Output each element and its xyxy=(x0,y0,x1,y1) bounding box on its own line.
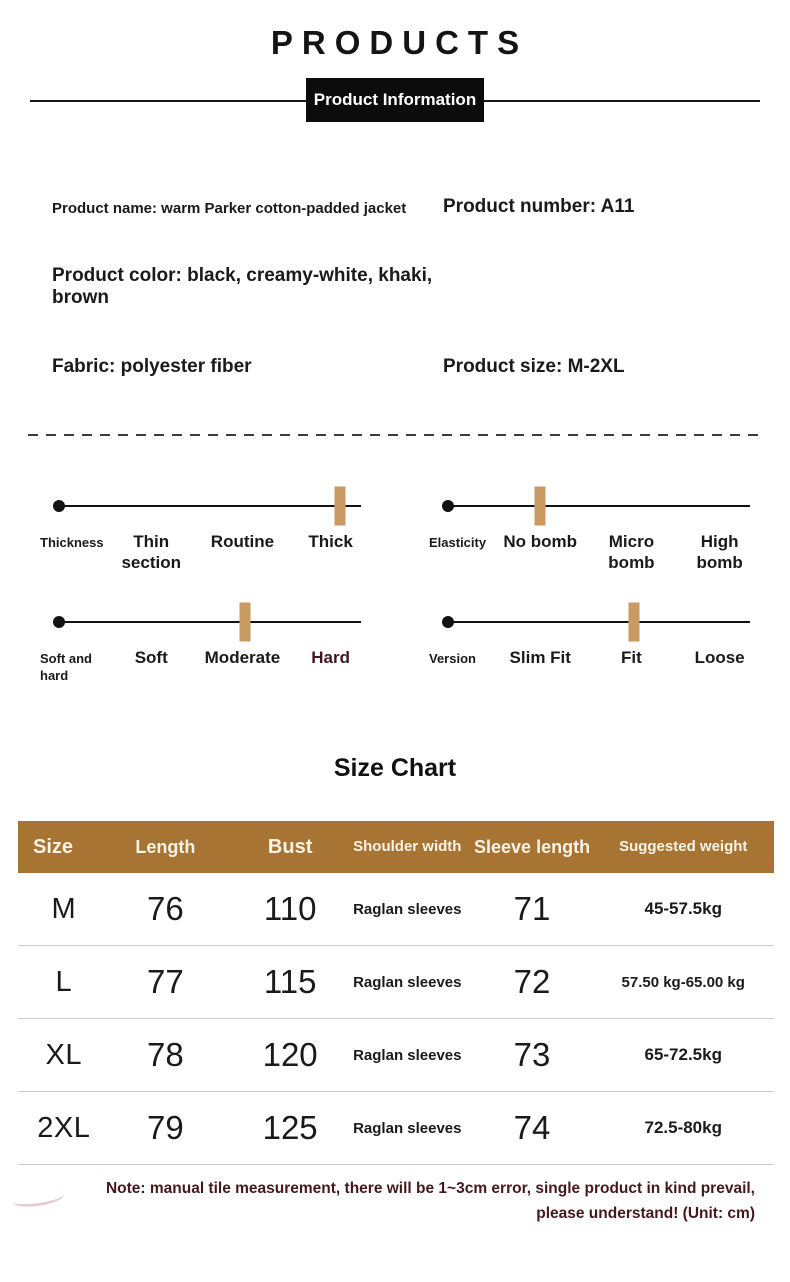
cell-suggested-weight: 72.5-80kg xyxy=(644,1118,722,1137)
level-marker xyxy=(629,603,640,642)
attribute-option: Fit xyxy=(621,648,642,667)
track-start-dot xyxy=(442,500,454,512)
product-info-row xyxy=(52,265,738,309)
level-marker xyxy=(240,603,251,642)
slider-track xyxy=(446,486,750,526)
section-badge-label: Product Information xyxy=(313,90,477,109)
cell-length: 79 xyxy=(147,1109,184,1146)
cell-sleeve-length: 73 xyxy=(513,1036,551,1073)
measurement-note xyxy=(45,1177,755,1227)
column-header-sleeve-length: Sleeve length xyxy=(474,836,591,857)
attribute-option: Thick xyxy=(308,532,353,551)
cell-size: M xyxy=(51,892,77,925)
attribute-option: Loose xyxy=(694,648,745,667)
size-chart-table xyxy=(18,821,774,1165)
attribute-option: Slim Fit xyxy=(509,648,571,667)
note-line: Note: manual tile measurement, there will be 1~3cm error, single product in kind prevail, xyxy=(105,1180,755,1197)
attribute-option: Routine xyxy=(210,532,275,551)
attribute-label: Elasticity xyxy=(429,535,487,550)
slider-thickness xyxy=(40,486,361,586)
cell-bust: 110 xyxy=(263,890,317,927)
attribute-label: Soft and hard xyxy=(40,651,92,683)
column-header-length: Length xyxy=(135,836,196,857)
attribute-option: Hard xyxy=(311,648,350,667)
cell-shoulder-width: Raglan sleeves xyxy=(353,973,462,991)
cell-length: 77 xyxy=(147,963,184,1000)
cell-size: 2XL xyxy=(37,1111,91,1144)
cell-length: 76 xyxy=(147,890,184,927)
level-marker xyxy=(535,487,546,526)
cell-length: 78 xyxy=(147,1036,184,1073)
column-header-bust: Bust xyxy=(267,835,313,858)
cell-suggested-weight: 45-57.5kg xyxy=(644,899,722,918)
attribute-option: No bomb xyxy=(503,532,578,551)
slider-version xyxy=(429,602,750,702)
cell-sleeve-length: 74 xyxy=(513,1109,551,1146)
attribute-option: High bomb xyxy=(696,532,743,573)
cell-bust: 120 xyxy=(262,1036,318,1073)
size-chart-header-row xyxy=(18,821,774,873)
attribute-option: Micro bomb xyxy=(608,532,655,573)
note-line: please understand! (Unit: cm) xyxy=(536,1204,755,1222)
page-header xyxy=(0,0,790,122)
size-chart-title: Size Chart xyxy=(333,754,457,782)
column-header-suggested-weight: Suggested weight xyxy=(619,838,748,856)
cell-bust: 125 xyxy=(262,1109,318,1146)
track-start-dot xyxy=(53,500,65,512)
slider-track xyxy=(57,602,361,642)
cell-size: L xyxy=(55,965,73,998)
cell-shoulder-width: Raglan sleeves xyxy=(353,900,462,918)
product-info-row xyxy=(52,196,738,218)
header-rule-row xyxy=(0,78,790,122)
slider-track xyxy=(57,486,361,526)
attribute-option: Thin section xyxy=(121,532,181,573)
column-header-shoulder-width: Shoulder width xyxy=(353,838,462,856)
track-start-dot xyxy=(442,616,454,628)
attribute-label: Version xyxy=(429,651,476,666)
dashed-divider xyxy=(28,434,762,436)
track-line xyxy=(57,621,361,623)
product-color: Product color: black, creamy-white, khaki, brown xyxy=(52,265,433,308)
product-fabric: Fabric: polyester fiber xyxy=(52,356,252,377)
product-name: Product name: warm Parker cotton-padded jacket xyxy=(52,200,407,217)
product-info-section xyxy=(0,196,790,378)
table-row xyxy=(18,1092,774,1165)
product-info-row xyxy=(52,356,738,378)
cell-bust: 115 xyxy=(263,963,317,1000)
track-line xyxy=(57,505,361,507)
product-number: Product number: A11 xyxy=(443,196,635,217)
attribute-label: Thickness xyxy=(40,535,104,550)
table-row xyxy=(18,873,774,946)
slider-soft-and-hard xyxy=(40,602,361,702)
attribute-option: Moderate xyxy=(204,648,281,667)
column-header-size: Size xyxy=(33,835,74,858)
cell-sleeve-length: 71 xyxy=(513,890,551,927)
track-line xyxy=(446,621,750,623)
cell-shoulder-width: Raglan sleeves xyxy=(353,1046,462,1064)
table-row xyxy=(18,946,774,1019)
section-badge xyxy=(306,78,484,122)
table-row xyxy=(18,1019,774,1092)
attribute-sliders xyxy=(0,486,790,702)
slider-track xyxy=(446,602,750,642)
cell-size: XL xyxy=(45,1038,83,1071)
page-title: PRODUCTS xyxy=(270,24,529,61)
attribute-option: Soft xyxy=(134,648,168,667)
track-start-dot xyxy=(53,616,65,628)
cell-suggested-weight: 65-72.5kg xyxy=(644,1045,722,1064)
level-marker xyxy=(334,487,345,526)
track-line xyxy=(446,505,750,507)
product-size: Product size: M-2XL xyxy=(443,356,625,377)
cell-suggested-weight: 57.50 kg-65.00 kg xyxy=(621,973,745,991)
cell-sleeve-length: 72 xyxy=(513,963,551,1000)
cell-shoulder-width: Raglan sleeves xyxy=(353,1119,462,1137)
slider-elasticity xyxy=(429,486,750,586)
